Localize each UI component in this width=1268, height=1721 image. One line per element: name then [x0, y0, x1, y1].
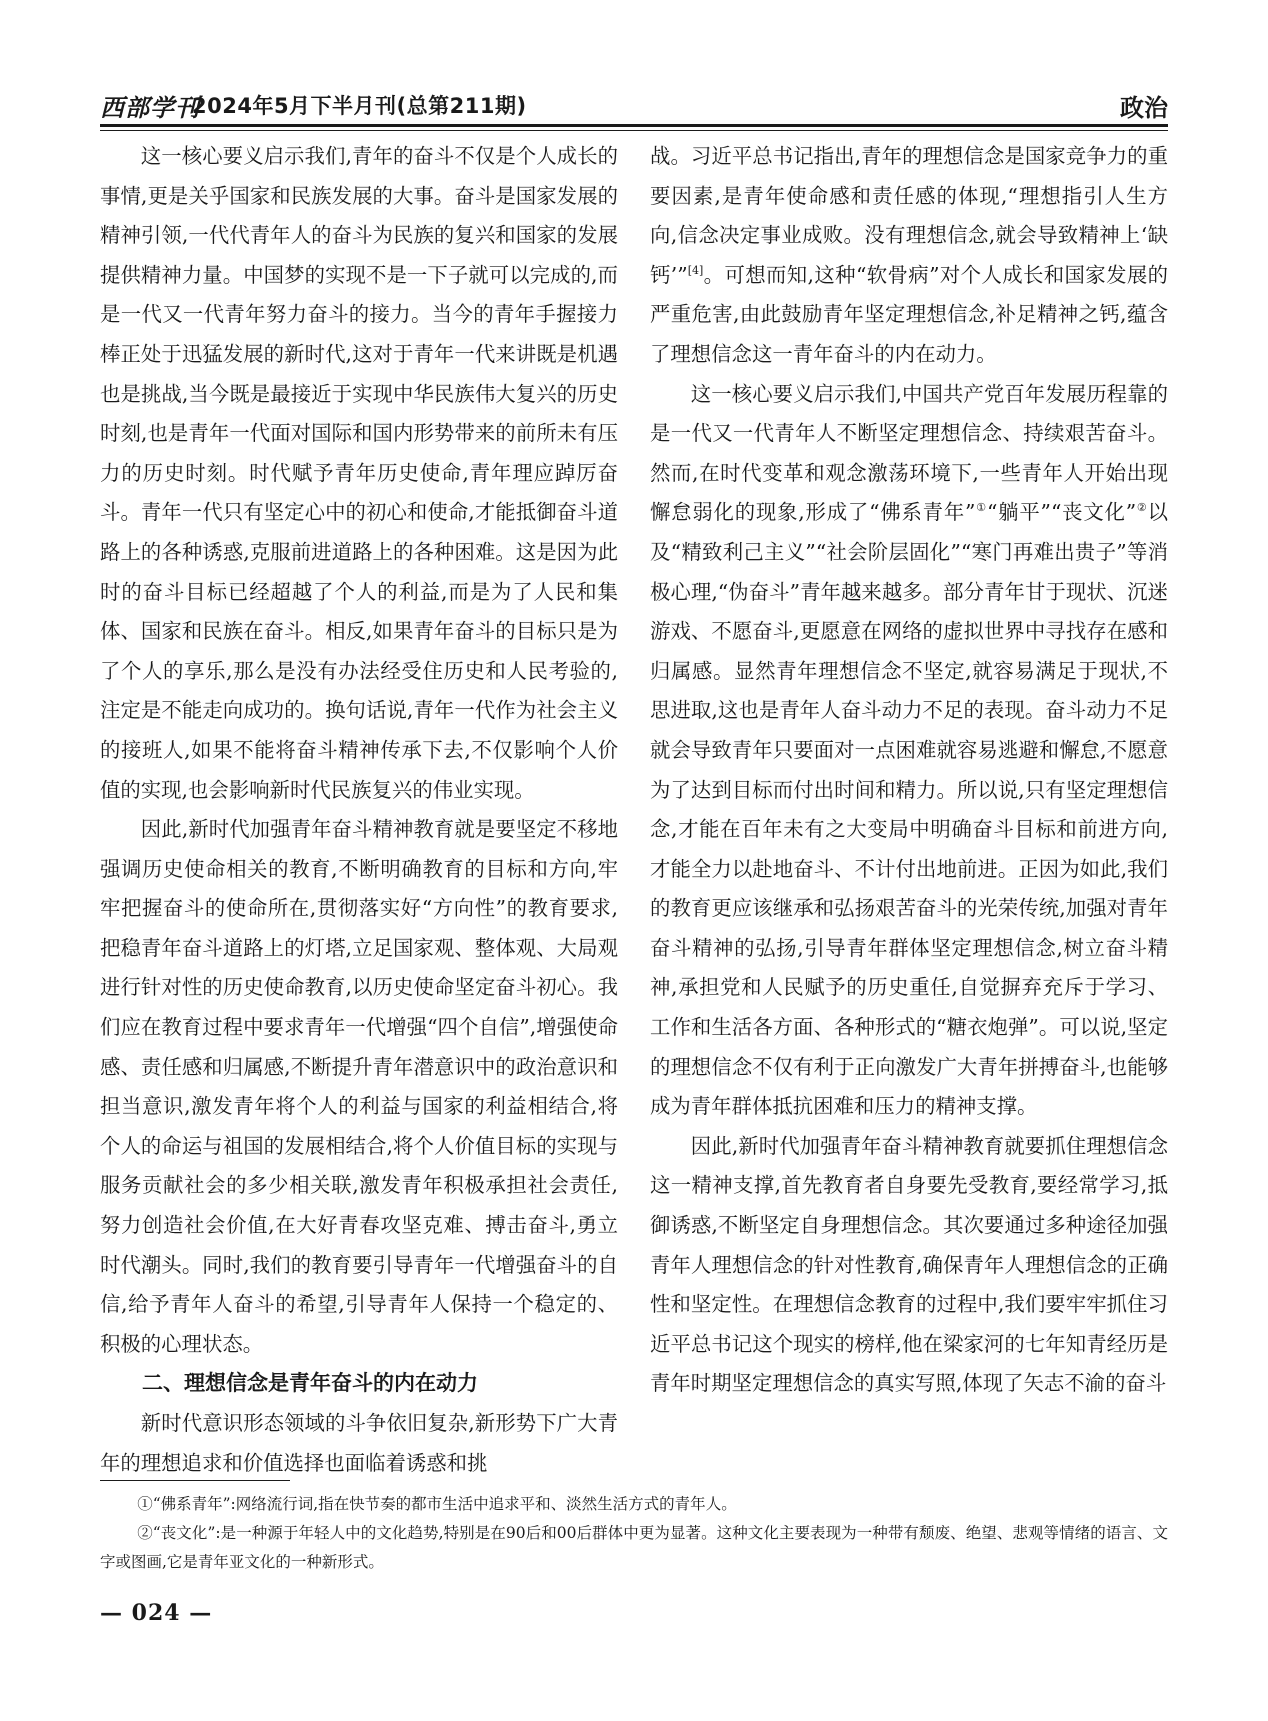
- citation-ref: [4]: [687, 263, 704, 277]
- paragraph: [650, 375, 1168, 1127]
- section-heading: 二、理想信念是青年奋斗的内在动力: [142, 1371, 478, 1396]
- journal-logo: 西部学刊: [100, 93, 200, 122]
- page-number: — 024 —: [100, 1600, 213, 1626]
- right-column: [650, 137, 1168, 1404]
- footnote-marker: ①: [975, 501, 987, 515]
- paragraph-text: 。可想而知,这种“软骨病”对个人成长和国家发展的严重危害,由此鼓励青年坚定理想信念,补足精神之钙,蕴含了理想信念这一青年奋斗的内在动力。: [650, 262, 1169, 366]
- left-column: [100, 137, 618, 1483]
- paragraph-text: 战。习近平总书记指出,青年的理想信念是国家竞争力的重要因素,是青年使命感和责任感的体现,“理想指引人生方向,信念决定事业成败。没有理想信念,就会导致精神上‘缺钙’”: [650, 144, 1168, 287]
- footnote: ②“丧文化”:是一种源于年轻人中的文化趋势,特别是在90后和00后群体中更为显著。这种文化主要表现为一种带有颓废、绝望、悲观等情绪的语言、文字或图画,它是青年亚文化的一种新形式。: [100, 1524, 1168, 1571]
- footnote-rule: [100, 1480, 290, 1481]
- running-header: [100, 88, 1168, 122]
- header-rule-thin: [100, 130, 1168, 131]
- paragraph-text: 这一核心要义启示我们,中国共产党百年发展历程靠的是一代又一代青年人不断坚定理想信念、持续艰苦奋斗。然而,在时代变革和观念激荡环境下,一些青年人开始出现懈怠弱化的现象,形成了“佛系青年”: [650, 381, 1168, 525]
- paragraph: [650, 137, 1168, 375]
- paragraph: 因此,新时代加强青年奋斗精神教育就要抓住理想信念这一精神支撑,首先教育者自身要先受教育,要经常学习,抵御诱惑,不断坚定自身理想信念。其次要通过多种途径加强青年人理想信念的针对性教育,确保青年人理想信念的正确性和坚定性。在理想信念教育的过程中,我们要牢牢抓住习近平总书记这个现实的榜样,他在梁家河的七年知青经历是青年时期坚定理想信念的真实写照,体现了矢志不渝的奋斗: [650, 1133, 1168, 1396]
- header-rule: [100, 124, 1168, 127]
- paragraph: 这一核心要义启示我们,青年的奋斗不仅是个人成长的事情,更是关乎国家和民族发展的大事。奋斗是国家发展的精神引领,一代代青年人的奋斗为民族的复兴和国家的发展提供精神力量。中国梦的实现不是一下子就可以完成的,而是一代又一代青年努力奋斗的接力。当今的青年手握接力棒正处于迅猛发展的新时代,这对于青年一代来讲既是机遇也是挑战,当今既是最接近于实现中华民族伟大复兴的历史时刻,也是青年一代面对国际和国内形势带来的前所未有压力的历史时刻。时代赋予青年历史使命,青年理应踔厉奋斗。青年一代只有坚定心中的初心和使命,才能抵御奋斗道路上的各种诱惑,克服前进道路上的各种困难。这是因为此时的奋斗目标已经超越了个人的利益,而是为了人民和集体、国家和民族在奋斗。相反,如果青年奋斗的目标只是为了个人的享乐,那么是没有办法经受住历史和人民考验的,注定是不能走向成功的。换句话说,青年一代作为社会主义的接班人,如果不能将奋斗精神传承下去,不仅影响个人价值的实现,也会影响新时代民族复兴的伟业实现。: [100, 144, 618, 802]
- paragraph-text: 以及“精致利己主义”“社会阶层固化”“寒门再难出贵子”等消极心理,“伪奋斗”青年越来越多。部分青年甘于现状、沉迷游戏、不愿奋斗,更愿意在网络的虚拟世界中寻找存在感和归属感。显然青年理想信念不坚定,就容易满足于现状,不思进取,这也是青年人奋斗动力不足的表现。奋斗动力不足就会导致青年只要面对一点困难就容易逃避和懈怠,不愿意为了达到目标而付出时间和精力。所以说,只有坚定理想信念,才能在百年未有之大变局中明确奋斗目标和前进方向,才能全力以赴地奋斗、不计付出地前进。正因为如此,我们的教育更应该继承和弘扬艰苦奋斗的光荣传统,加强对青年奋斗精神的弘扬,引导青年群体坚定理想信念,树立奋斗精神,承担党和人民赋予的历史重任,自觉摒弃充斥于学习、工作和生活各方面、各种形式的“糖衣炮弹”。可以说,坚定的理想信念不仅有利于正向激发广大青年拼搏奋斗,也能够成为青年群体抵抗困难和压力的精神支撑。: [650, 500, 1168, 1119]
- issue-info: 2024年5月下半月刊(总第211期): [192, 94, 527, 118]
- footnotes: [100, 1490, 1168, 1577]
- paragraph: 新时代意识形态领域的斗争依旧复杂,新形势下广大青年的理想追求和价值选择也面临着诱惑和挑: [100, 1411, 618, 1475]
- section-name: 政治: [1120, 94, 1168, 122]
- paragraph: 因此,新时代加强青年奋斗精神教育就是要坚定不移地强调历史使命相关的教育,不断明确教育的目标和方向,牢牢把握奋斗的使命所在,贯彻落实好“方向性”的教育要求,把稳青年奋斗道路上的灯塔,立足国家观、整体观、大局观进行针对性的历史使命教育,以历史使命坚定奋斗初心。我们应在教育过程中要求青年一代增强“四个自信”,增强使命感、责任感和归属感,不断提升青年潜意识中的政治意识和担当意识,激发青年将个人的利益与国家的利益相结合,将个人的命运与祖国的发展相结合,将个人价值目标的实现与服务贡献社会的多少相关联,激发青年积极承担社会责任,努力创造社会价值,在大好青春攻坚克难、搏击奋斗,勇立时代潮头。同时,我们的教育要引导青年一代增强奋斗的自信,给予青年人奋斗的希望,引导青年人保持一个稳定的、积极的心理状态。: [100, 817, 618, 1356]
- footnote-marker: ②: [1136, 501, 1148, 515]
- footnote: ①“佛系青年”:网络流行词,指在快节奏的都市生活中追求平和、淡然生活方式的青年人。: [137, 1495, 737, 1513]
- paragraph-text: “躺平”“丧文化”: [986, 500, 1137, 525]
